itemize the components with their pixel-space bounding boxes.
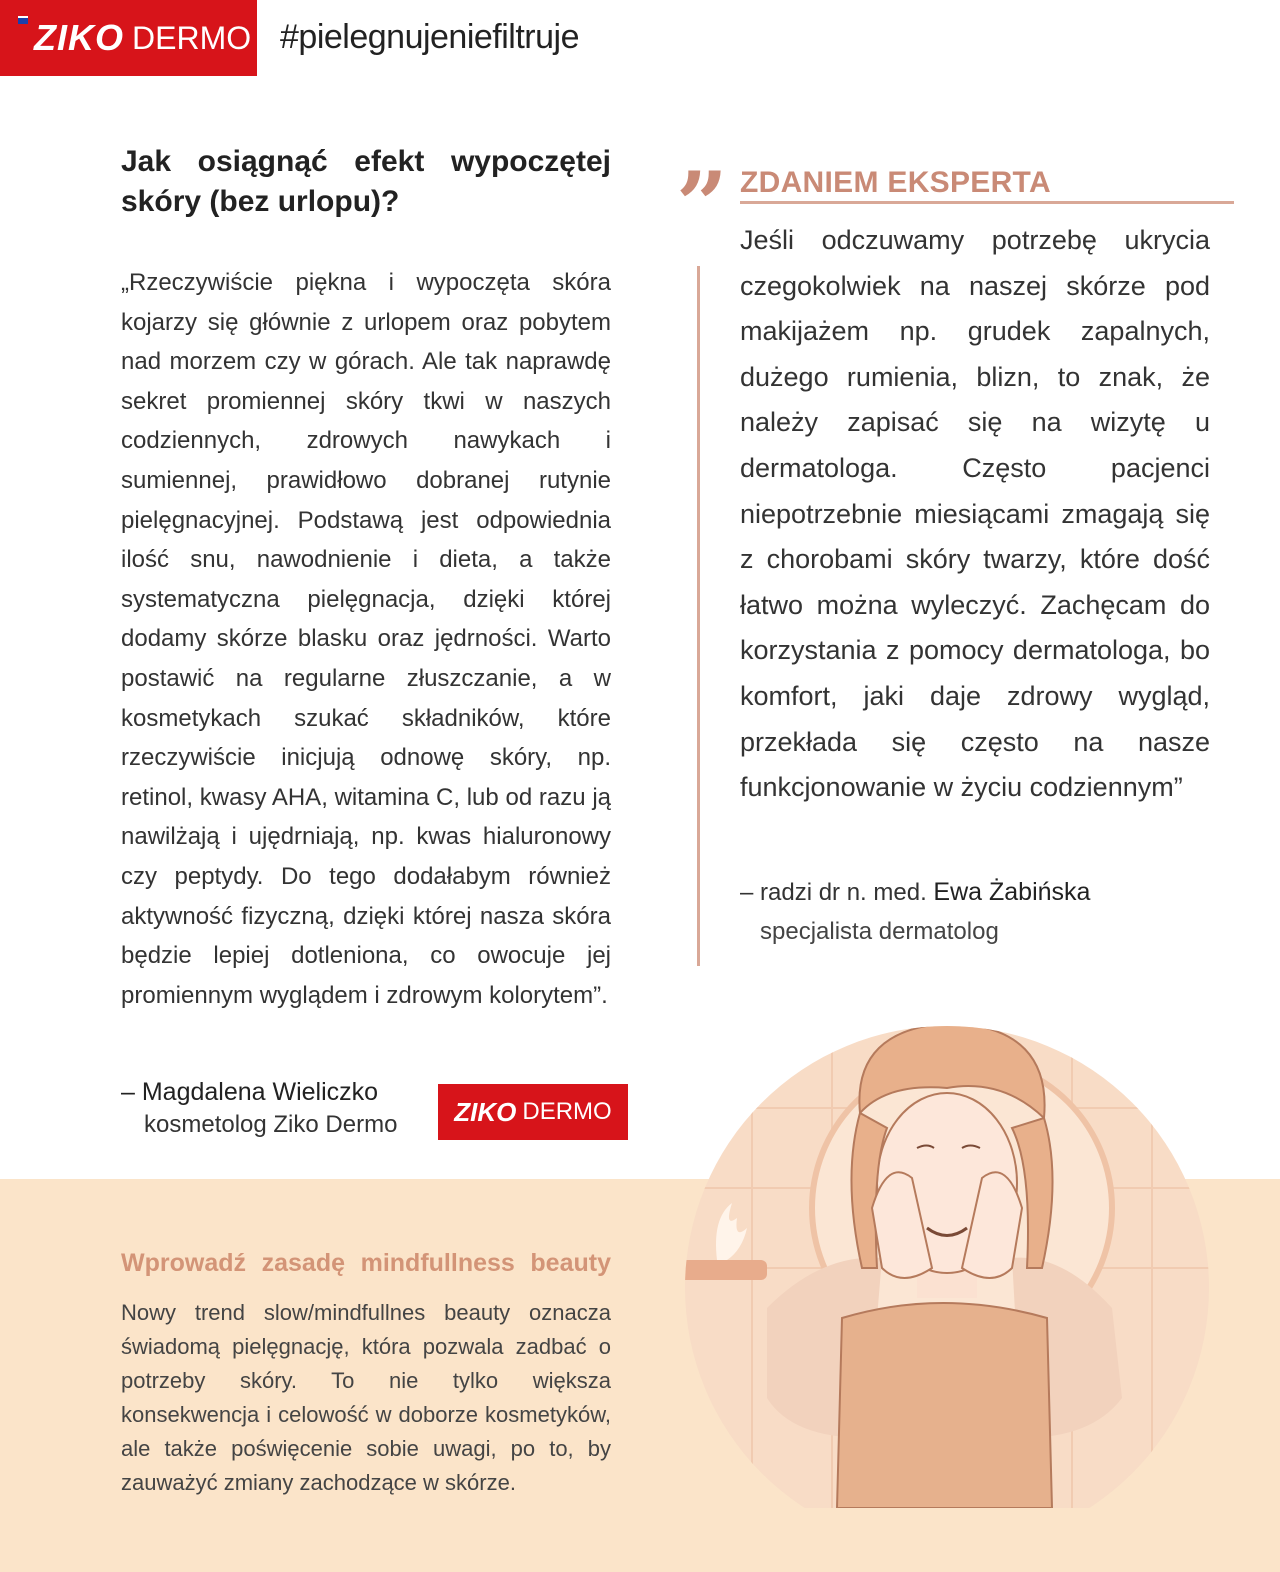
logo-ziko-text: ZIKO — [34, 17, 124, 58]
logo-dermo-text: DERMO — [132, 19, 252, 56]
expert-attribution — [740, 878, 1090, 907]
quote-divider — [697, 266, 700, 966]
expert-title-rule — [740, 201, 1234, 204]
ziko-dermo-badge — [438, 1084, 628, 1140]
article-title: Jak osiągnąć efekt wypoczętej skóry (bez urlopu)? — [121, 145, 611, 218]
woman-washing-face-illustration — [672, 1018, 1232, 1508]
expert-attribution-prefix: – radzi dr n. med. — [740, 879, 927, 906]
ziko-dermo-logo — [0, 0, 257, 76]
author-role: kosmetolog Ziko Dermo — [144, 1111, 398, 1138]
expert-role: specjalista dermatolog — [760, 918, 999, 945]
author-name: – Magdalena Wieliczko — [121, 1078, 379, 1106]
quote-mark-icon: ” — [676, 152, 728, 258]
hashtag: #pielegnujeniefiltruje — [280, 18, 580, 56]
expert-section-title: ZDANIEM EKSPERTA — [740, 166, 1051, 199]
badge-dermo-text: DERMO — [522, 1098, 612, 1125]
expert-name: Ewa Żabińska — [933, 878, 1091, 906]
flag-icon — [18, 16, 28, 24]
tip-body: Nowy trend slow/mindfullnes beauty oznacza świadomą pielęgnację, która pozwala zadbać o potrzeby skóry. To nie tylko większa konsekwencja i celowość w doborze kosmetyków, ale także poświęcenie sobie uwagi, po to, by zauważyć zmiany zachodzące w skórze. — [121, 1300, 611, 1495]
article-body: „Rzeczywiście piękna i wypoczęta skóra kojarzy się głównie z urlopem oraz pobytem nad morzem czy w górach. Ale tak naprawdę sekret promiennej skóry tkwi w naszych codziennych, zdrowych nawykach i sumiennej, prawidłowo dobranej rutynie pielęgnacyjnej. Podstawą jest odpowiednia ilość snu, nawodnienie i dieta, a także systematyczna pielęgnacja, dzięki której dodamy skórze blasku oraz jędrności. Warto postawić na regularne złuszczanie, a w kosmetykach szukać składników, które rzeczywiście inicjują odnowę skóry, np. retinol, kwasy AHA, witamina C, lub od razu ją nawilżają i ujędrniają, np. kwas hialuronowy czy peptydy. Do tego dodałabym również aktywność fizyczną, dzięki której nasza skóra będzie lepiej dotleniona, co owocuje jej promiennym wyglądem i zdrowym kolorytem”. — [121, 269, 611, 1009]
badge-ziko-text: ZIKO — [454, 1096, 517, 1127]
tip-title: Wprowadź zasadę mindfullness beauty — [121, 1249, 611, 1277]
expert-quote-body: Jeśli odczuwamy potrzebę ukrycia czegokolwiek na naszej skórze pod makijażem np. grudek zapalnych, dużego rumienia, blizn, to znak, że należy zapisać się na wizytę u dermatologa. Często pacjenci niepotrzebnie miesiącami zmagają się z chorobami skóry twarzy, które dość łatwo można wyleczyć. Zachęcam do korzystania z pomocy dermatologa, bo komfort, jaki daje zdrowy wygląd, przekłada się często na nasze funkcjonowanie w życiu codziennym” — [740, 225, 1210, 803]
